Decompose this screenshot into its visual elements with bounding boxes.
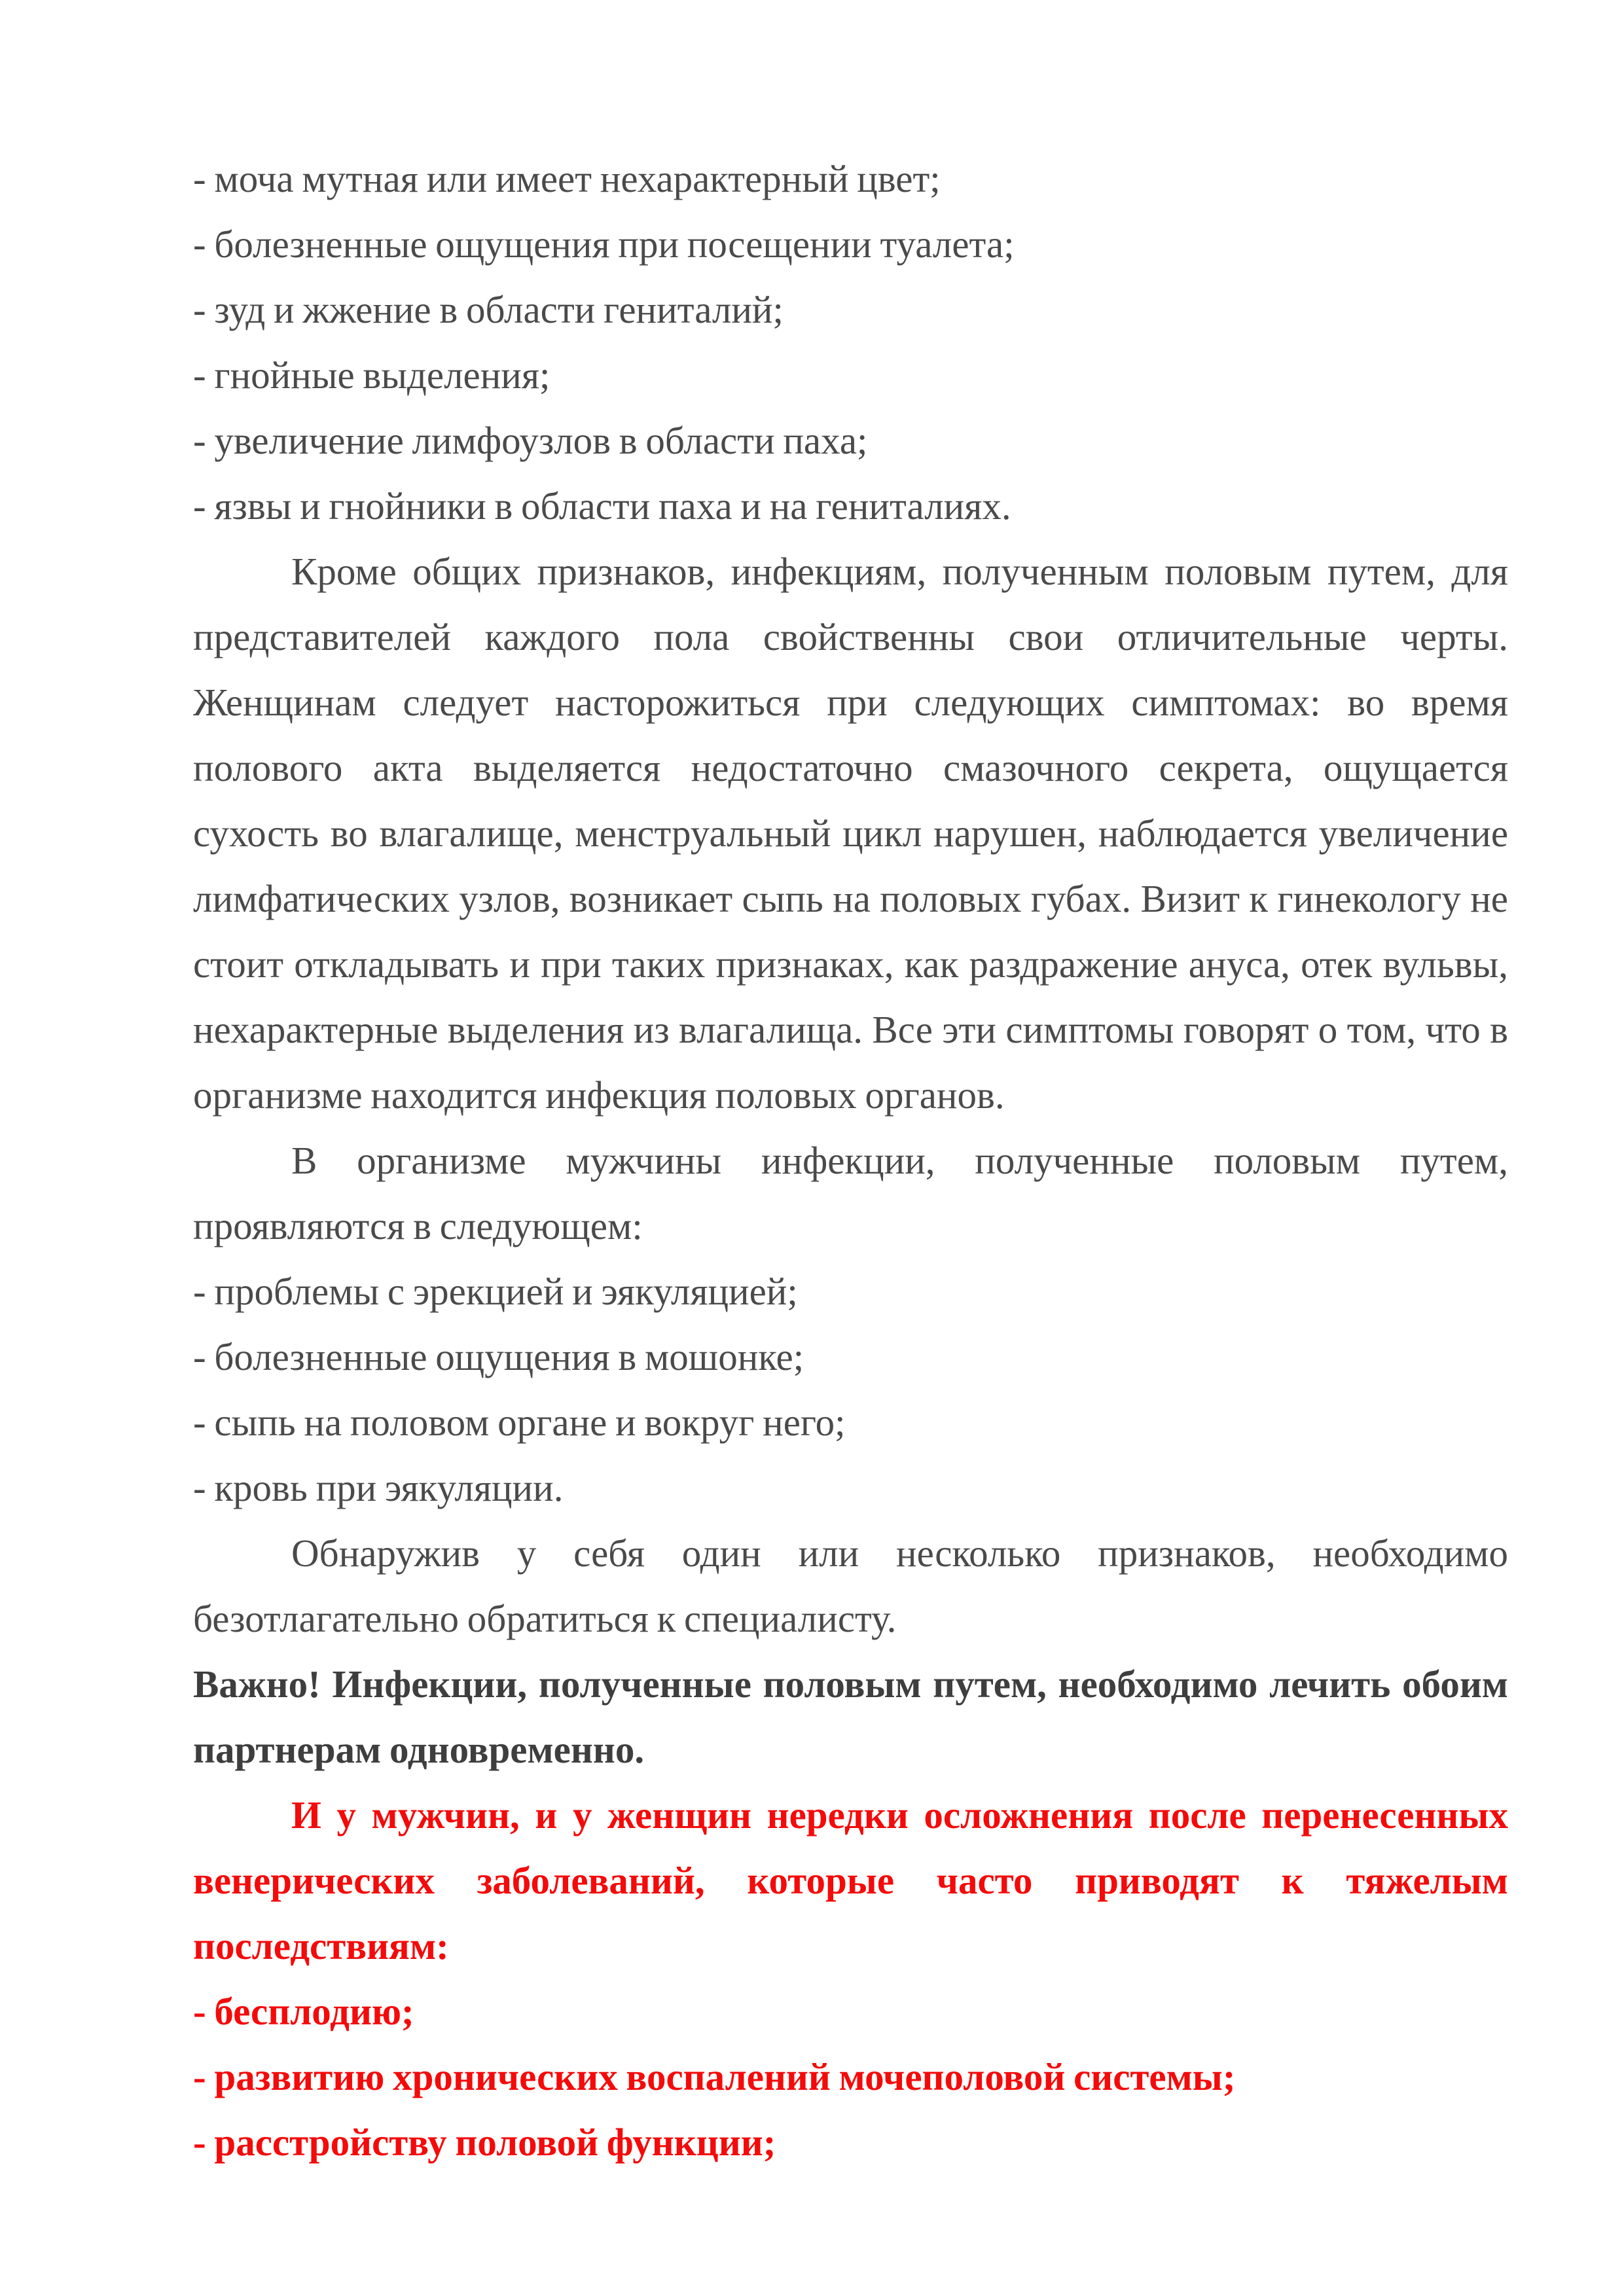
text-line: - сыпь на половом органе и вокруг него; [193,1401,846,1444]
text-line: - гнойные выделения; [193,353,550,397]
text-line: - расстройству половой функции; [193,2121,776,2164]
text-line: - бесплодию; [193,1990,414,2033]
text-line: организме находится инфекция половых органов. [193,1073,1005,1117]
complications-list [193,1979,1508,2175]
text-line: - проблемы с эрекцией и эякуляцией; [193,1270,798,1313]
important-note-paragraph [193,1651,1508,1782]
text-line: - болезненные ощущения при посещении туалета; [193,223,1015,266]
text-line: Женщинам следует насторожиться при следующих симптомах: во время [193,681,1508,724]
text-line: полового акта выделяется недостаточно смазочного секрета, ощущается [193,746,1508,789]
text-line: - кровь при эякуляции. [193,1466,564,1509]
see-specialist-paragraph [193,1520,1508,1651]
gender-differences-paragraph [193,539,1508,1128]
text-line: безотлагательно обратиться к специалисту. [193,1597,897,1640]
text-line: Кроме общих признаков, инфекциям, полученным половым путем, для [291,550,1508,593]
text-line: - болезненные ощущения в мошонке; [193,1335,804,1378]
text-line: проявляются в следующем: [193,1204,643,1247]
text-line: сухость во влагалище, менструальный цикл нарушен, наблюдается увеличение [193,812,1508,855]
complications-paragraph [193,1782,1508,1979]
text-line: партнерам одновременно. [193,1728,645,1771]
text-line: представителей каждого пола свойственны свои отличительные черты. [193,615,1508,658]
male-symptoms-list [193,1259,1508,1520]
text-line: - зуд и жжение в области гениталий; [193,288,784,331]
text-line: венерических заболеваний, которые часто приводят к тяжелым [193,1859,1508,1902]
male-symptoms-intro-paragraph [193,1128,1508,1259]
general-symptoms-list [193,146,1508,539]
text-line: стоит откладывать и при таких признаках, как раздражение ануса, отек вульвы, [193,942,1508,986]
text-line: В организме мужчины инфекции, полученные половым путем, [291,1139,1508,1182]
text-line: Обнаружив у себя один или несколько признаков, необходимо [291,1532,1508,1575]
text-line: - развитию хронических воспалений мочеполовой системы; [193,2055,1236,2098]
document-body [193,146,1508,2175]
text-line: - моча мутная или имеет нехарактерный цвет; [193,157,941,200]
text-line: - язвы и гнойники в области паха и на гениталиях. [193,484,1011,528]
text-line: - увеличение лимфоузлов в области паха; [193,419,868,462]
text-line: И у мужчин, и у женщин нередки осложнения после перенесенных [291,1793,1508,1837]
text-line: нехарактерные выделения из влагалища. Все эти симптомы говорят о том, что в [193,1008,1508,1051]
text-line: лимфатических узлов, возникает сыпь на половых губах. Визит к гинекологу не [193,877,1508,920]
text-line: последствиям: [193,1924,449,1967]
text-line: Важно! Инфекции, полученные половым путем, необходимо лечить обоим [193,1662,1508,1706]
